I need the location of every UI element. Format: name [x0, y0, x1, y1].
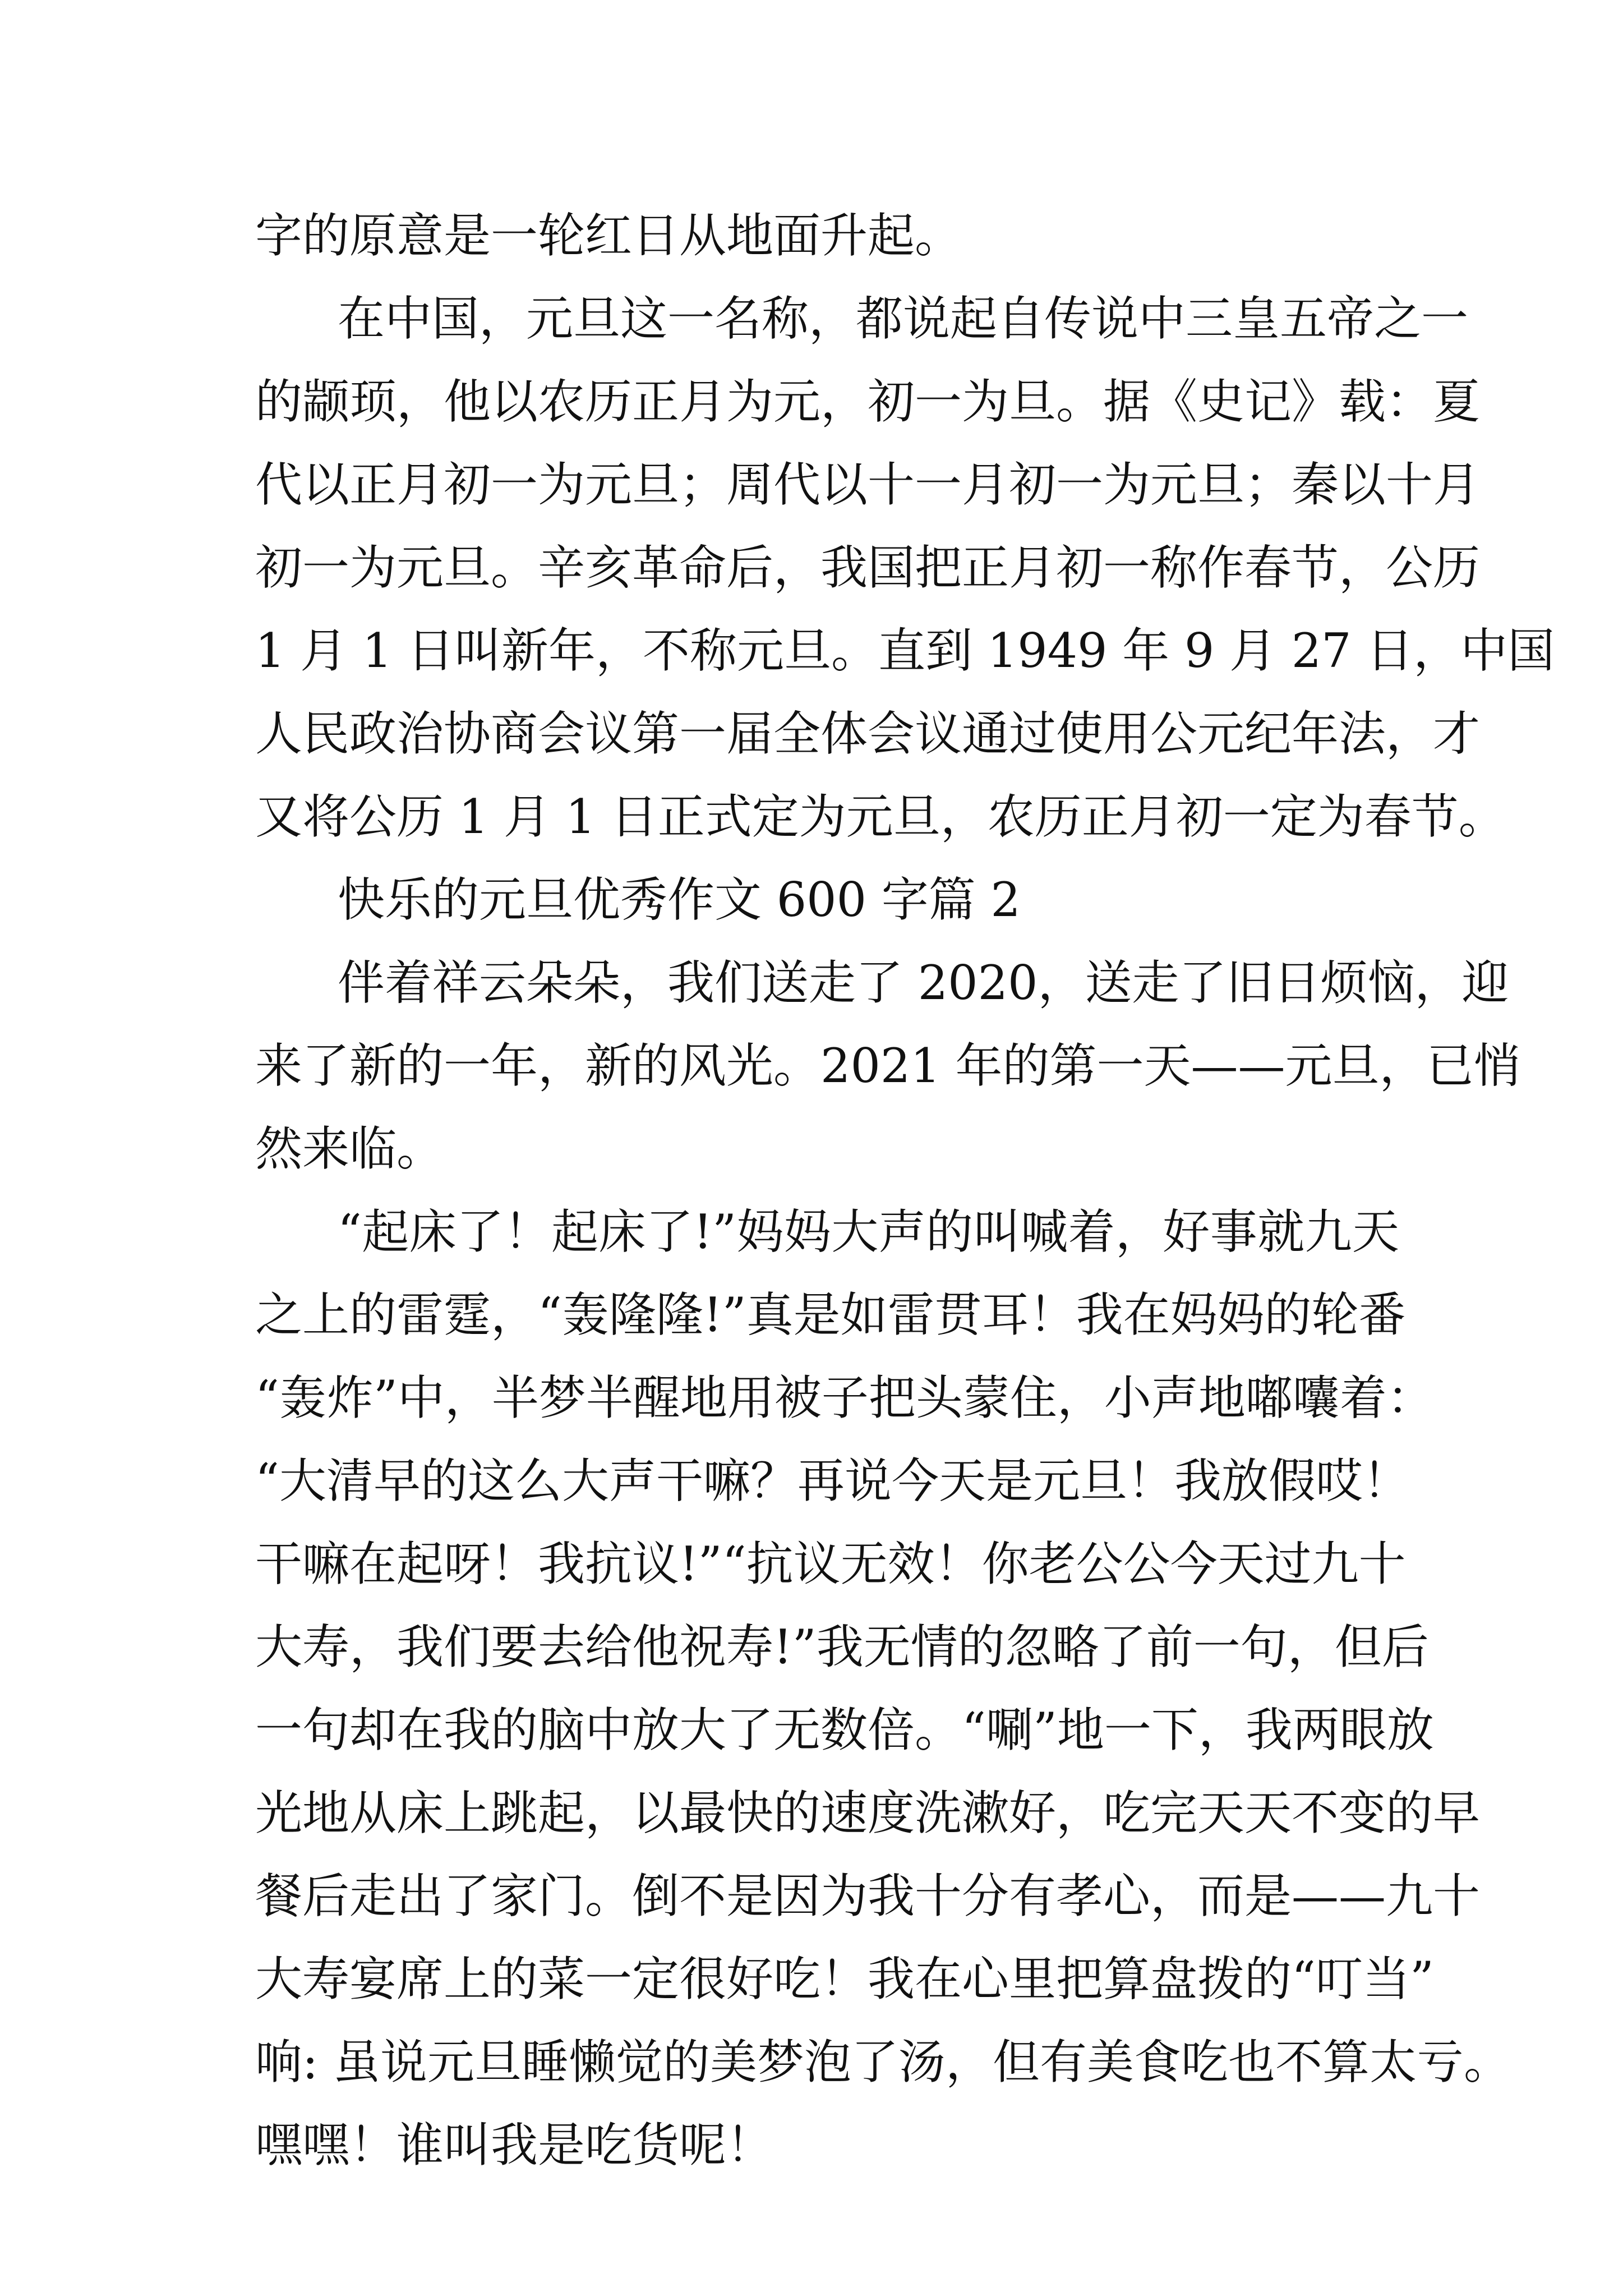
paragraph-line: 又将公历 1 月 1 日正式定为元旦，农历正月初一定为春节。 — [255, 789, 1506, 844]
paragraph-line: 初一为元旦。辛亥革命后，我国把正月初一称作春节，公历 — [255, 540, 1481, 595]
paragraph-line: 干嘛在起呀！我抗议!”“抗议无效！你老公公今天过九十 — [255, 1536, 1406, 1591]
paragraph-line: 嘿嘿！谁叫我是吃货呢！ — [255, 2118, 774, 2173]
paragraph-line: “轰炸”中，半梦半醒地用被子把头蒙住，小声地嘟囔着： — [255, 1370, 1434, 1425]
paragraph-line: 之上的雷霆，“轰隆隆!”真是如雷贯耳！我在妈妈的轮番 — [255, 1287, 1406, 1342]
paragraph-line: 大寿宴席上的菜一定很好吃！我在心里把算盘拨的“叮当” — [255, 1952, 1434, 2007]
paragraph-line: 1 月 1 日叫新年，不称元旦。直到 1949 年 9 月 27 日，中国 — [255, 623, 1555, 678]
paragraph-line: “大清早的这么大声干嘛？再说今天是元旦！我放假哎！ — [255, 1453, 1410, 1508]
paragraph-line: 光地从床上跳起，以最快的速度洗漱好，吃完天天不变的早 — [255, 1786, 1481, 1841]
paragraph-line: 然来临。 — [255, 1121, 444, 1176]
paragraph-line: 响: 虽说元旦睡懒觉的美梦泡了汤，但有美食吃也不算太亏。 — [255, 2035, 1511, 2090]
paragraph-line: 来了新的一年，新的风光。2021 年的第一天——元旦，已悄 — [255, 1038, 1521, 1093]
paragraph-line: 人民政治协商会议第一届全体会议通过使用公元纪年法，才 — [255, 706, 1481, 761]
paragraph-line: 代以正月初一为元旦；周代以十一月初一为元旦；秦以十月 — [255, 457, 1481, 512]
paragraph-line: 餐后走出了家门。倒不是因为我十分有孝心，而是——九十 — [255, 1869, 1481, 1924]
paragraph-line: 字的原意是一轮红日从地面升起。 — [255, 208, 962, 263]
paragraph-line: 伴着祥云朵朵，我们送走了 2020，送走了旧日烦恼，迎 — [338, 955, 1509, 1010]
paragraph-line: 大寿，我们要去给他祝寿!”我无情的忽略了前一句，但后 — [255, 1619, 1429, 1674]
section-heading: 快乐的元旦优秀作文 600 字篇 2 — [338, 872, 1021, 927]
paragraph-line: 的颛顼，他以农历正月为元，初一为旦。据《史记》载：夏 — [255, 374, 1481, 429]
paragraph-line: “起床了！起床了!”妈妈大声的叫喊着，好事就九天 — [338, 1204, 1399, 1259]
paragraph-line: 在中国，元旦这一名称，都说起自传说中三皇五帝之一 — [338, 291, 1469, 346]
paragraph-line: 一句却在我的脑中放大了无数倍。“唰”地一下，我两眼放 — [255, 1703, 1434, 1757]
